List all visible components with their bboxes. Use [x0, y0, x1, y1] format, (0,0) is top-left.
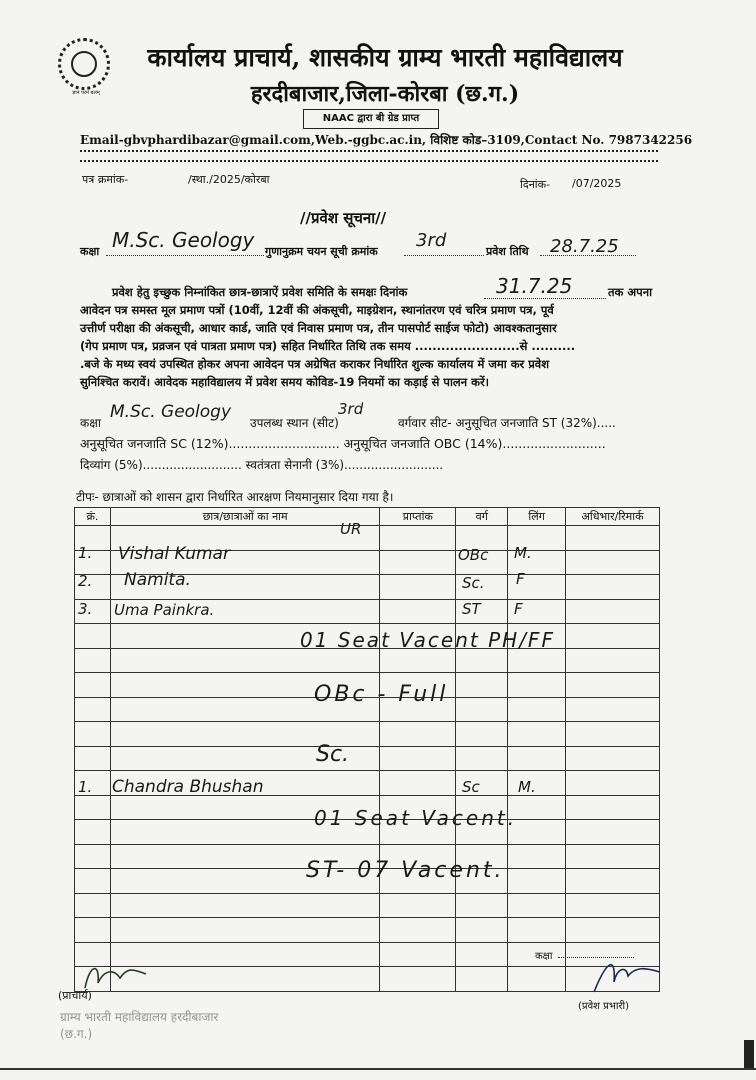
seat-class-value: M.Sc. Geology: [110, 402, 232, 422]
para-line2: आवेदन पत्र समस्त मूल प्रमाण पत्रों (10वीं, 12वीं की अंकसूची, माइग्रेशन, स्थानांतरण एवं चरित्र प्रमाण पत्र, पूर्व: [80, 303, 554, 317]
seat-line1: वर्गवार सीट- अनुसूचित जनजाति ST (32%).....: [398, 416, 616, 430]
para-line1a: प्रवेश हेतु इच्छुक निम्नांकित छात्र-छात्राऐं प्रवेश समिति के समक्षः दिनांक: [112, 285, 408, 299]
col-remark: अधिभार/रिमार्क: [566, 508, 660, 526]
note-vacant: 01 Seat Vacent PH/FF: [300, 628, 555, 652]
incharge-label: (प्रवेश प्रभारी): [578, 1001, 630, 1012]
table-row: [75, 967, 660, 992]
naac-badge: NAAC द्वारा बी ग्रेड प्राप्त: [303, 109, 439, 129]
ref-label: पत्र क्रमांक-: [82, 173, 129, 186]
class-value: M.Sc. Geology: [112, 228, 255, 252]
sc-entry-name: Chandra Bhushan: [112, 777, 264, 797]
divider: [80, 160, 658, 162]
admission-date-value: 28.7.25: [550, 236, 619, 257]
entry-1-gender: M.: [514, 544, 532, 562]
college-stamp: ग्राम्य भारती महाविद्यालय हरदीबाजार (छ.ग.): [60, 1010, 219, 1041]
available-label: उपलब्ध स्थान (सीट): [250, 416, 339, 430]
office-title: कार्यालय प्राचार्य, शासकीय ग्राम्य भारती महाविद्यालय: [147, 43, 623, 72]
note-sc-vacant: 01 Seat Vacent.: [314, 806, 518, 830]
entry-3-name: Uma Painkra.: [114, 601, 215, 619]
col-sn: क्रं.: [75, 508, 111, 526]
sc-entry-gender: M.: [518, 778, 536, 796]
incharge-signature: [586, 952, 666, 996]
note-obc: OBc - Full: [314, 682, 449, 707]
class-label: कक्षा: [80, 245, 100, 258]
clerk-label: कक्षा: [535, 951, 553, 962]
header-note-ur: UR: [340, 520, 362, 538]
note-sc: Sc.: [316, 742, 350, 767]
col-name: छात्र/छात्राओं का नाम: [110, 508, 379, 526]
contact-line: Email-gbvphardibazar@gmail.com,Web.-ggbc.ac.in, विशिष्ट कोड–3109,Contact No. 7987342256: [80, 133, 693, 147]
college-logo: [58, 38, 110, 90]
sc-entry-sn: 1.: [78, 778, 93, 796]
notice-heading: //प्रवेश सूचना//: [300, 209, 387, 227]
para-line3: उत्तीर्ण परीक्षा की अंकसूची, आधार कार्ड, जाति एवं निवास प्रमाण पत्र, तीन पासपोर्ट साईज फोटो) आवश्कतानुसार: [80, 321, 557, 335]
merit-value: 3rd: [416, 230, 447, 251]
entry-2-category: Sc.: [462, 574, 485, 592]
para-line6: सुनिश्चित करावें। आवेदक महाविद्यालय में प्रवेश समय कोविड-19 नियमों का कड़ाई से पालन करें।: [80, 375, 490, 389]
table-row: [75, 722, 660, 747]
principal-label: (प्राचार्य): [58, 989, 92, 1002]
entry-3-sn: 3.: [78, 600, 93, 618]
para-line1b: तक अपना: [608, 285, 653, 299]
merit-label: गुणानुक्रम चयन सूची क्रमांक: [265, 245, 378, 258]
entry-2-name: Namita.: [124, 570, 191, 590]
date-value: /07/2025: [572, 177, 622, 190]
divider: [80, 150, 658, 152]
ref-value: /स्था./2025/कोरबा: [188, 173, 270, 186]
sc-entry-category: Sc: [462, 778, 480, 796]
scan-bottom-edge: [0, 1068, 756, 1070]
table-row: [75, 893, 660, 918]
reservation-note: टीपः- छात्राओं को शासन द्वारा निर्धारित आरक्षण नियमानुसार दिया गया है।: [76, 490, 394, 504]
para-date: 31.7.25: [496, 274, 573, 298]
seat-line2: अनुसूचित जनजाति SC (12%)............................ अनुसूचित जनजाति OBC (14%)..........................: [80, 436, 606, 451]
entry-1-name: Vishal Kumar: [118, 544, 230, 564]
seat-class-label: कक्षा: [80, 416, 101, 430]
para-line5: .बजे के मध्य स्वयं उपस्थित होकर अपना आवेदन पत्र अग्रेषित कराकर निर्धारित शुल्क कार्यालय में जमा कर प्रवेश: [80, 357, 550, 371]
entry-2-sn: 2.: [78, 572, 93, 590]
entry-3-category: ST: [462, 600, 481, 618]
entry-3-gender: F: [514, 600, 523, 618]
para-line4: (गेप प्रमाण पत्र, प्रव्रजन एवं पात्रता प्रमाण पत्र) सहित निर्धारित तिथि तक समय ........................से ..........: [80, 339, 576, 353]
col-gender: लिंग: [508, 508, 566, 526]
office-address: हरदीबाजार,जिला-कोरबा (छ.ग.): [250, 81, 520, 107]
table-row: [75, 918, 660, 943]
entry-2-gender: F: [516, 570, 525, 588]
table-row: [75, 942, 660, 967]
date-label: दिनांक-: [520, 178, 551, 191]
admission-date-label: प्रवेश तिथि: [486, 245, 529, 258]
seat-line3: दिव्यांग (5%).......................... स्वतंत्रता सेनानी (3%)..........................: [80, 458, 444, 472]
available-value: 3rd: [338, 400, 364, 418]
col-marks: प्राप्तांक: [380, 508, 456, 526]
col-category: वर्ग: [456, 508, 508, 526]
table-row: [75, 746, 660, 771]
logo-caption: ज्ञानं परमं बलम्: [72, 90, 100, 96]
table-header-row: [75, 508, 660, 526]
scan-edge: [744, 1040, 754, 1068]
entry-1-category: OBc: [458, 546, 489, 564]
note-st: ST- 07 Vacent.: [306, 858, 505, 883]
entry-1-sn: 1.: [78, 544, 93, 562]
